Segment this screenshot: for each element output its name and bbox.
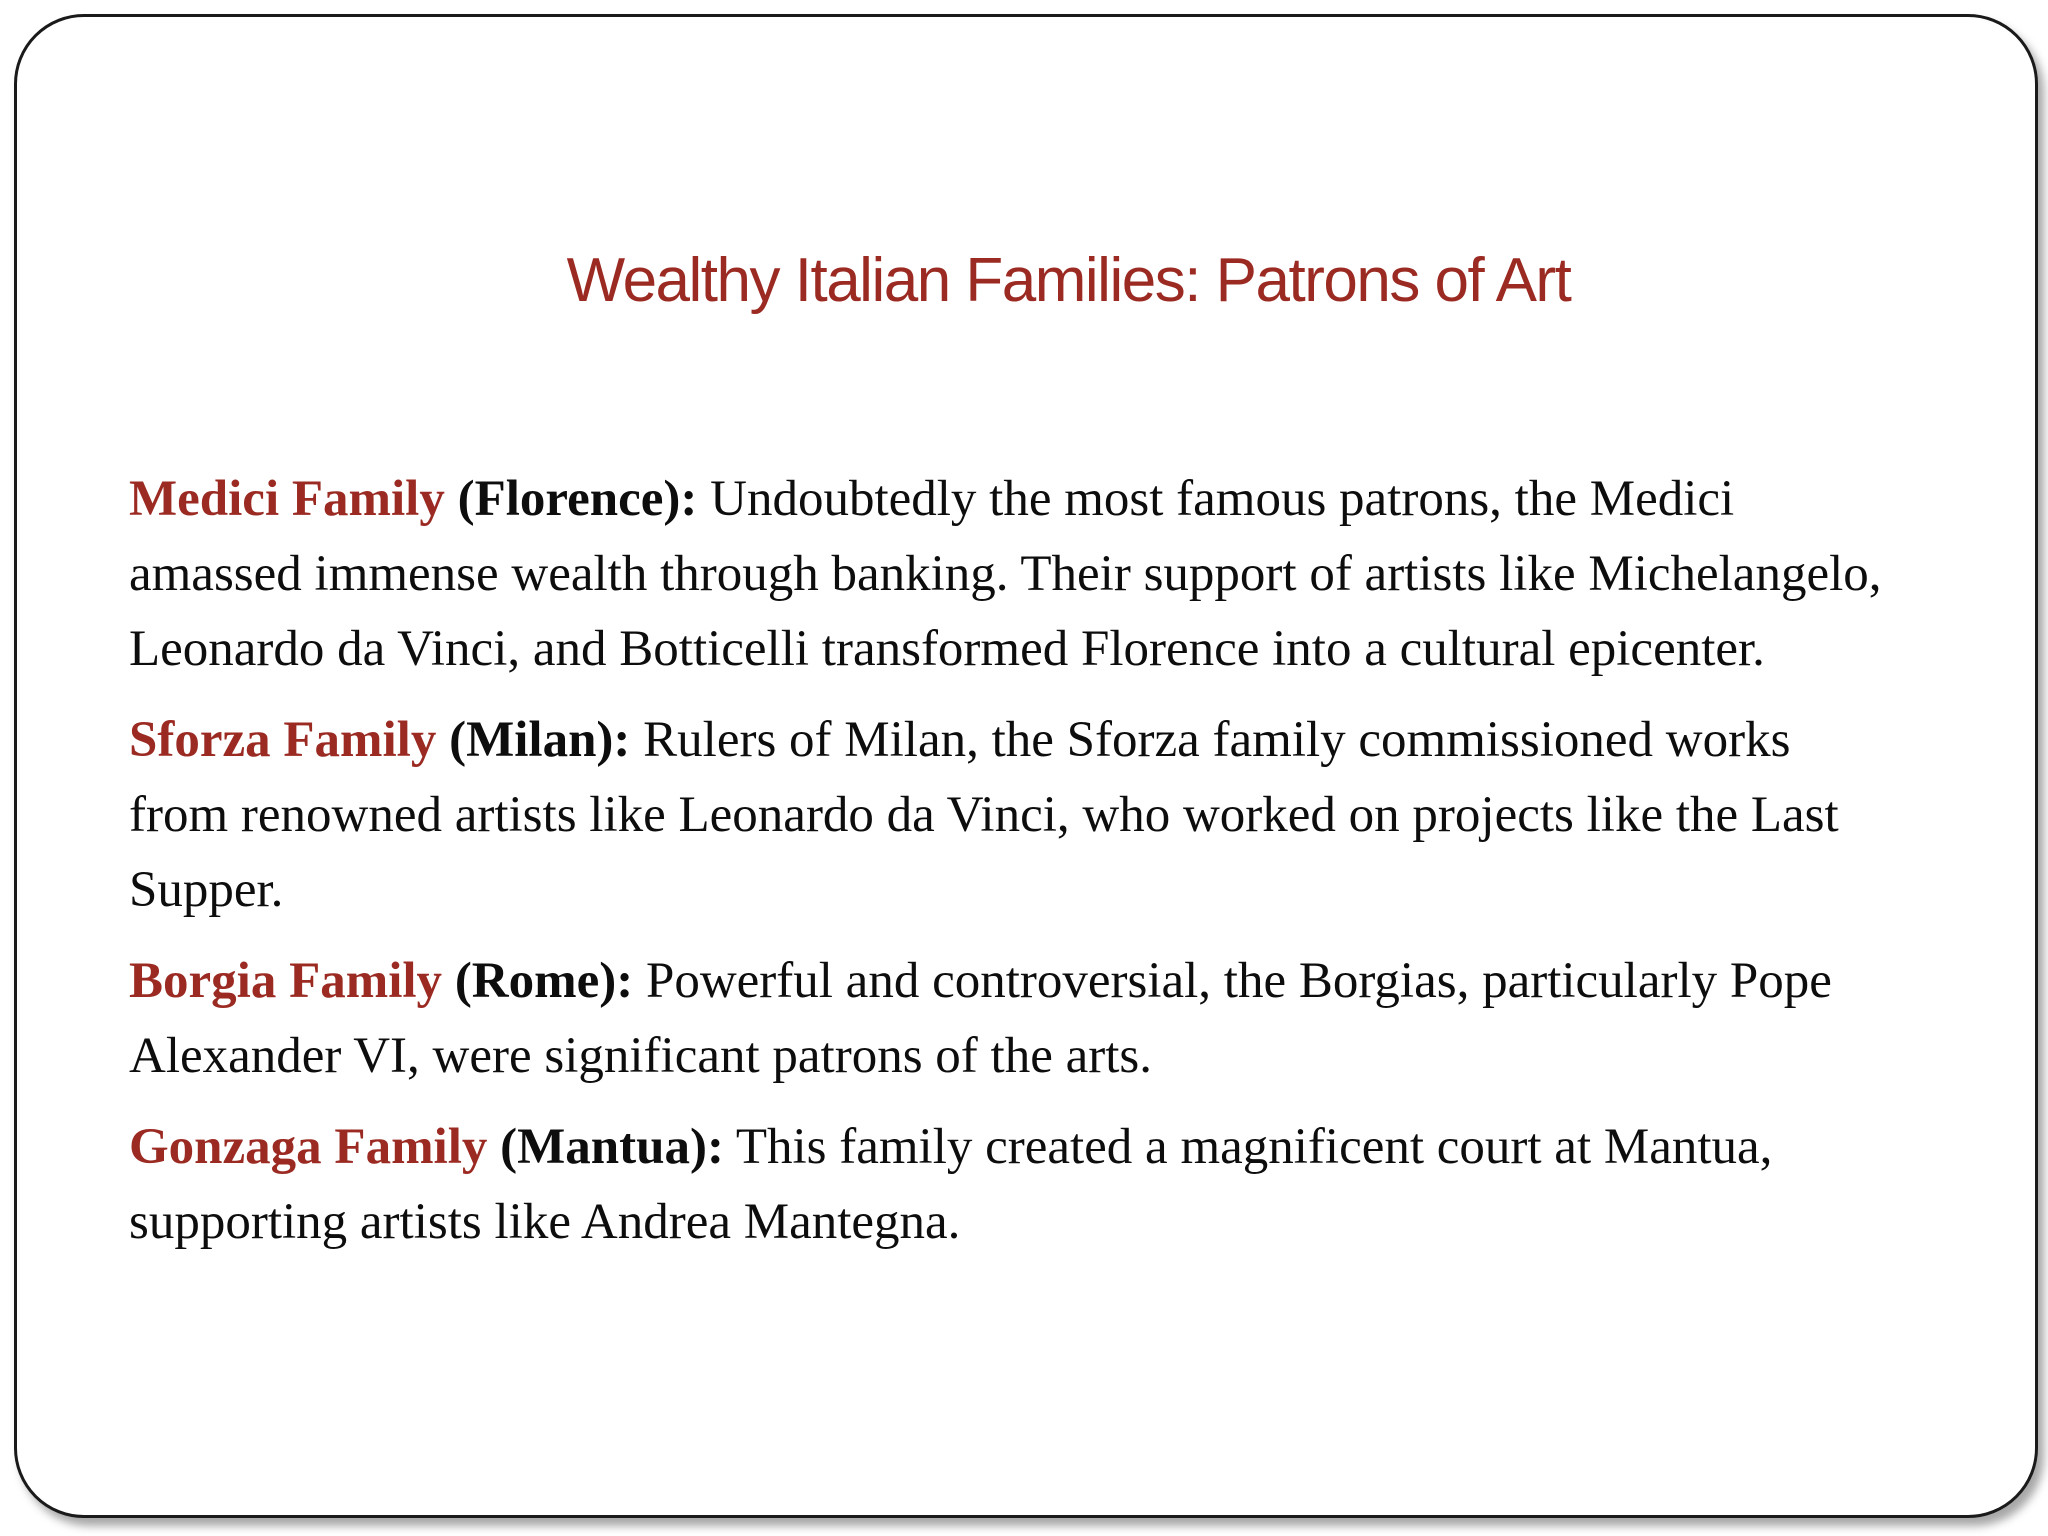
paragraph-text: Rulers of Milan, the Sforza family commissioned works from renowned artists like Leonardo da Vinci, who worked on projects like the Last Supper.: [129, 712, 1839, 918]
paragraph-text: Powerful and controversial, the Borgias, particularly Pope Alexander VI, were significant patrons of the arts.: [129, 953, 1832, 1084]
slide-body: [129, 462, 1889, 1276]
family-name: Medici Family: [129, 471, 445, 527]
family-name: Borgia Family: [129, 953, 443, 1009]
paragraph-text: This family created a magnificent court at Mantua, supporting artists like Andrea Mantegna.: [129, 1119, 1773, 1250]
family-city: (Rome):: [454, 953, 634, 1009]
family-name: Sforza Family: [129, 712, 437, 768]
paragraph-gonzaga: [129, 1110, 1889, 1260]
family-city: (Florence):: [457, 471, 698, 527]
paragraph-medici: [129, 462, 1889, 687]
family-city: (Milan):: [449, 712, 631, 768]
slide-title: Wealthy Italian Families: Patrons of Art: [566, 246, 1571, 315]
paragraph-sforza: [129, 703, 1889, 928]
family-name: Gonzaga Family: [129, 1119, 488, 1175]
paragraph-text: Undoubtedly the most famous patrons, the Medici amassed immense wealth through banking. Their support of artists like Michelangelo, Leonardo da Vinci, and Botticelli transformed Florence into a cultural epicenter.: [129, 471, 1882, 677]
slide: [14, 14, 2038, 1518]
family-city: (Mantua):: [500, 1119, 724, 1175]
paragraph-borgia: [129, 944, 1889, 1094]
